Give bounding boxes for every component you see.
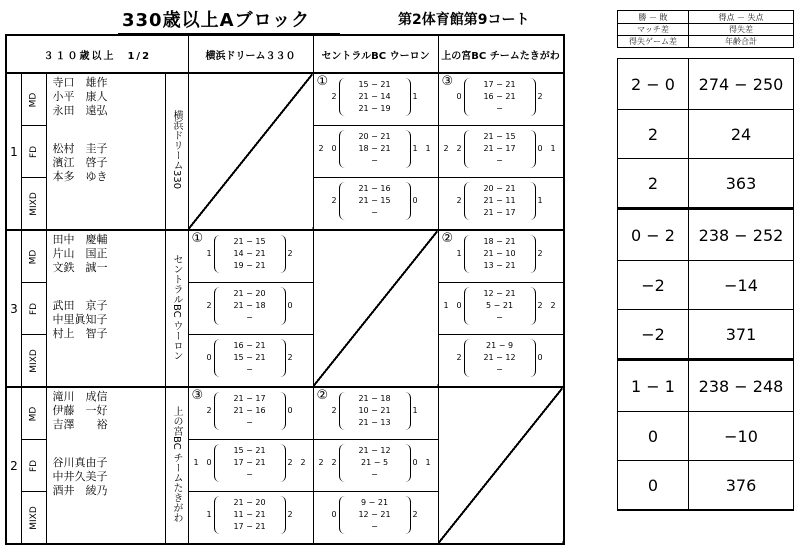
result-age: 376 [689, 461, 794, 511]
game-score: 13 − 21 [483, 261, 516, 270]
games-won-right: 2 [537, 249, 543, 258]
game-box [189, 439, 313, 491]
game-score: 21 − 19 [358, 104, 391, 113]
game-score: 11 − 21 [233, 510, 266, 519]
game-score: 21 − 15 [358, 196, 391, 205]
player-list [46, 387, 165, 544]
game-box [189, 334, 313, 386]
games-won-right: 1 [537, 196, 543, 205]
result-pt-diff: −14 [689, 261, 794, 310]
player-name: 滝川 成信 [52, 390, 108, 403]
game-box [439, 282, 563, 334]
game-score: 21 − 12 [483, 353, 516, 362]
games-won-right: 1 [412, 92, 418, 101]
team-name-text: 横浜ドリーム330 [171, 110, 183, 190]
team-name-text: 上の宮BC チームたきがわ [171, 405, 183, 523]
game-score: 10 − 21 [358, 406, 391, 415]
player-name: 中井久美子 [52, 470, 108, 483]
player-name [53, 275, 165, 299]
game-score: 5 − 21 [485, 301, 514, 310]
result-age: 371 [689, 310, 794, 360]
game-score: 17 − 21 [233, 458, 266, 467]
game-score: 14 − 21 [233, 249, 266, 258]
game-box [314, 177, 438, 229]
team-name-vertical [165, 230, 188, 387]
game-box [314, 491, 438, 543]
game-score: 21 − 17 [483, 208, 516, 217]
game-score: 9 − 21 [360, 498, 389, 507]
game-score: 19 − 21 [233, 261, 266, 270]
res-head-age: 年齢合計 [689, 36, 794, 48]
match-order-mark: ② [441, 231, 454, 246]
games-won-left: 0 [456, 92, 462, 101]
game-score: 18 − 21 [358, 144, 391, 153]
games-won-right: 2 [412, 510, 418, 519]
player-name: 片山 国正 [52, 247, 108, 260]
player-name: 小平 康人 [52, 90, 108, 103]
game-score: − [246, 418, 253, 427]
game-box [439, 74, 563, 125]
game-box [314, 74, 438, 125]
results-table [617, 10, 794, 511]
category-label [22, 492, 47, 545]
game-score: 12 − 21 [483, 289, 516, 298]
game-score: 21 − 16 [233, 406, 266, 415]
result-age: 363 [689, 159, 794, 209]
result-pts: 274 − 250 [689, 59, 794, 110]
res-head-game-diff: 得失ゲーム差 [618, 36, 689, 48]
games-won-right: 2 [287, 510, 293, 519]
games-won-left: 1 [206, 510, 212, 519]
game-score: − [371, 522, 378, 531]
result-pts: 238 − 248 [689, 361, 794, 412]
game-score: − [496, 104, 503, 113]
games-won-left: 2 [456, 144, 462, 153]
game-score: − [246, 313, 253, 322]
game-score: 21 − 14 [358, 92, 391, 101]
result-game-diff: −2 [618, 310, 689, 360]
res-head-match-diff: マッチ差 [618, 24, 689, 36]
game-box [439, 177, 563, 229]
category-label [22, 335, 47, 388]
match-total-right: 1 [550, 144, 556, 153]
category-text: MD [28, 406, 39, 421]
games-won-right: 0 [287, 406, 293, 415]
category-header: ３１０歳以上 1/2 [6, 35, 188, 73]
games-won-right: 0 [537, 144, 543, 153]
category-label [22, 178, 47, 231]
category-text: MD [28, 249, 39, 264]
category-text: FD [28, 145, 39, 158]
self-match-cell [188, 73, 313, 230]
game-score: 21 − 18 [233, 301, 266, 310]
game-score: 21 − 15 [233, 237, 266, 246]
category-label [22, 73, 47, 126]
games-won-right: 2 [537, 301, 543, 310]
games-won-left: 2 [456, 196, 462, 205]
games-won-left: 0 [331, 510, 337, 519]
game-score: 12 − 21 [358, 510, 391, 519]
game-score: 21 − 12 [358, 446, 391, 455]
res-head-pt-diff: 得失差 [689, 24, 794, 36]
games-won-left: 0 [206, 458, 212, 467]
player-name: 寺口 雄作 [52, 76, 108, 89]
player-name: 中里眞知子 [52, 313, 108, 326]
game-score: − [496, 313, 503, 322]
team-rank: 3 [6, 230, 22, 387]
games-won-left: 2 [331, 406, 337, 415]
game-score: 15 − 21 [233, 446, 266, 455]
game-score: 15 − 21 [358, 80, 391, 89]
match-grid [5, 34, 565, 545]
game-score: 21 − 18 [358, 394, 391, 403]
game-score: 21 − 17 [483, 144, 516, 153]
result-pts: 238 − 252 [689, 210, 794, 261]
game-score: 21 − 16 [358, 184, 391, 193]
games-won-left: 0 [331, 144, 337, 153]
games-won-right: 1 [412, 406, 418, 415]
game-score: 21 − 10 [483, 249, 516, 258]
result-match-diff: 0 [618, 412, 689, 461]
games-won-right: 0 [287, 301, 293, 310]
team-name-vertical [165, 73, 188, 230]
game-box [189, 491, 313, 543]
res-head-pts: 得点 － 失点 [689, 11, 794, 24]
game-score: − [496, 156, 503, 165]
result-pt-diff: 24 [689, 110, 794, 159]
game-score: − [246, 470, 253, 479]
game-score: 21 − 5 [360, 458, 389, 467]
match-total-right: 1 [425, 458, 431, 467]
team-rank: 2 [6, 387, 22, 544]
category-label [22, 440, 47, 492]
match-total-right: 2 [300, 458, 306, 467]
match-total-left: 1 [193, 458, 199, 467]
games-won-left: 2 [331, 458, 337, 467]
game-score: 20 − 21 [483, 184, 516, 193]
match-total-left: 2 [318, 144, 324, 153]
game-score: 21 − 17 [233, 394, 266, 403]
games-won-left: 0 [456, 301, 462, 310]
category-label [22, 387, 47, 440]
game-box [189, 231, 313, 282]
games-won-left: 2 [331, 196, 337, 205]
game-score: 17 − 21 [233, 522, 266, 531]
match-cell [438, 73, 564, 230]
game-score: 15 − 21 [233, 353, 266, 362]
category-label [22, 283, 47, 335]
result-game-diff: 0 [618, 461, 689, 511]
game-score: 21 − 20 [233, 289, 266, 298]
match-order-mark: ③ [191, 388, 204, 403]
games-won-right: 0 [537, 353, 543, 362]
result-pt-diff: −10 [689, 412, 794, 461]
player-name: 文鉄 誠一 [52, 261, 108, 274]
game-score: 16 − 21 [233, 341, 266, 350]
player-name [53, 432, 165, 456]
player-name: 松村 圭子 [52, 142, 108, 155]
match-total-left: 2 [443, 144, 449, 153]
player-name [53, 118, 165, 142]
player-name: 濱江 啓子 [52, 156, 108, 169]
player-name: 田中 慶輔 [52, 233, 108, 246]
game-score: 21 − 13 [358, 418, 391, 427]
player-name: 永田 遠弘 [52, 104, 108, 117]
category-label [22, 230, 47, 283]
games-won-left: 2 [456, 353, 462, 362]
match-cell [188, 387, 313, 544]
match-order-mark: ① [191, 231, 204, 246]
games-won-left: 0 [206, 353, 212, 362]
block-title: 330歳以上Aブロック [118, 6, 340, 35]
category-text: FD [28, 459, 39, 472]
result-match-diff: 2 [618, 110, 689, 159]
category-text: MIXD [28, 505, 39, 530]
games-won-right: 1 [412, 144, 418, 153]
match-cell [438, 230, 564, 387]
games-won-right: 2 [537, 92, 543, 101]
match-total-right: 1 [425, 144, 431, 153]
game-score: − [371, 156, 378, 165]
game-score: − [371, 470, 378, 479]
col-header-team2: セントラルBC ウーロン [313, 35, 438, 73]
game-score: 21 − 11 [483, 196, 516, 205]
player-name: 吉澤 裕 [52, 418, 108, 431]
games-won-left: 2 [206, 301, 212, 310]
player-name: 武田 京子 [52, 299, 108, 312]
game-box [314, 125, 438, 177]
game-box [189, 388, 313, 439]
match-total-right: 2 [550, 301, 556, 310]
result-match-diff: −2 [618, 261, 689, 310]
game-box [314, 439, 438, 491]
game-score: − [496, 365, 503, 374]
player-name: 伊藤 一好 [52, 404, 108, 417]
game-score: 21 − 15 [483, 132, 516, 141]
team-rank: 1 [6, 73, 22, 230]
match-cell [313, 387, 438, 544]
games-won-left: 1 [456, 249, 462, 258]
game-box [314, 388, 438, 439]
team-name-vertical [165, 387, 188, 544]
player-name: 本多 ゆき [52, 170, 108, 183]
match-total-left: 2 [318, 458, 324, 467]
game-score: 20 − 21 [358, 132, 391, 141]
game-box [439, 231, 563, 282]
result-wl: 1 − 1 [618, 361, 689, 412]
game-score: − [246, 365, 253, 374]
player-name: 谷川真由子 [52, 456, 108, 469]
col-header-team3: 上の宮BC チームたきがわ [438, 35, 564, 73]
match-order-mark: ③ [441, 74, 454, 89]
games-won-left: 2 [331, 92, 337, 101]
match-cell [188, 230, 313, 387]
games-won-right: 0 [412, 196, 418, 205]
games-won-right: 2 [287, 458, 293, 467]
games-won-left: 2 [206, 406, 212, 415]
player-list [46, 73, 165, 230]
category-text: FD [28, 302, 39, 315]
player-name: 村上 智子 [52, 327, 108, 340]
game-box [189, 282, 313, 334]
result-wl: 2 − 0 [618, 59, 689, 110]
result-wl: 0 − 2 [618, 210, 689, 261]
player-name: 酒井 綾乃 [52, 484, 108, 497]
game-score: 18 − 21 [483, 237, 516, 246]
game-score: 17 − 21 [483, 80, 516, 89]
category-label [22, 126, 47, 178]
game-score: 21 − 9 [485, 341, 514, 350]
match-total-left: 1 [443, 301, 449, 310]
player-list [46, 230, 165, 387]
self-match-cell [313, 230, 438, 387]
res-head-wl: 勝 － 敗 [618, 11, 689, 24]
games-won-right: 2 [287, 249, 293, 258]
category-text: MIXD [28, 348, 39, 373]
result-game-diff: 2 [618, 159, 689, 209]
match-order-mark: ② [316, 388, 329, 403]
col-header-team1: 横浜ドリーム３３０ [188, 35, 313, 73]
match-order-mark: ① [316, 74, 329, 89]
match-cell [313, 73, 438, 230]
self-match-cell [438, 387, 564, 544]
category-text: MIXD [28, 191, 39, 216]
games-won-right: 2 [287, 353, 293, 362]
game-score: − [371, 208, 378, 217]
games-won-right: 0 [412, 458, 418, 467]
team-name-text: セントラルBC ウーロン [171, 253, 183, 361]
game-score: 21 − 20 [233, 498, 266, 507]
games-won-left: 1 [206, 249, 212, 258]
game-box [439, 334, 563, 386]
game-score: 16 − 21 [483, 92, 516, 101]
court-subtitle: 第2体育館第9コート [398, 12, 530, 28]
category-text: MD [28, 92, 39, 107]
game-box [439, 125, 563, 177]
